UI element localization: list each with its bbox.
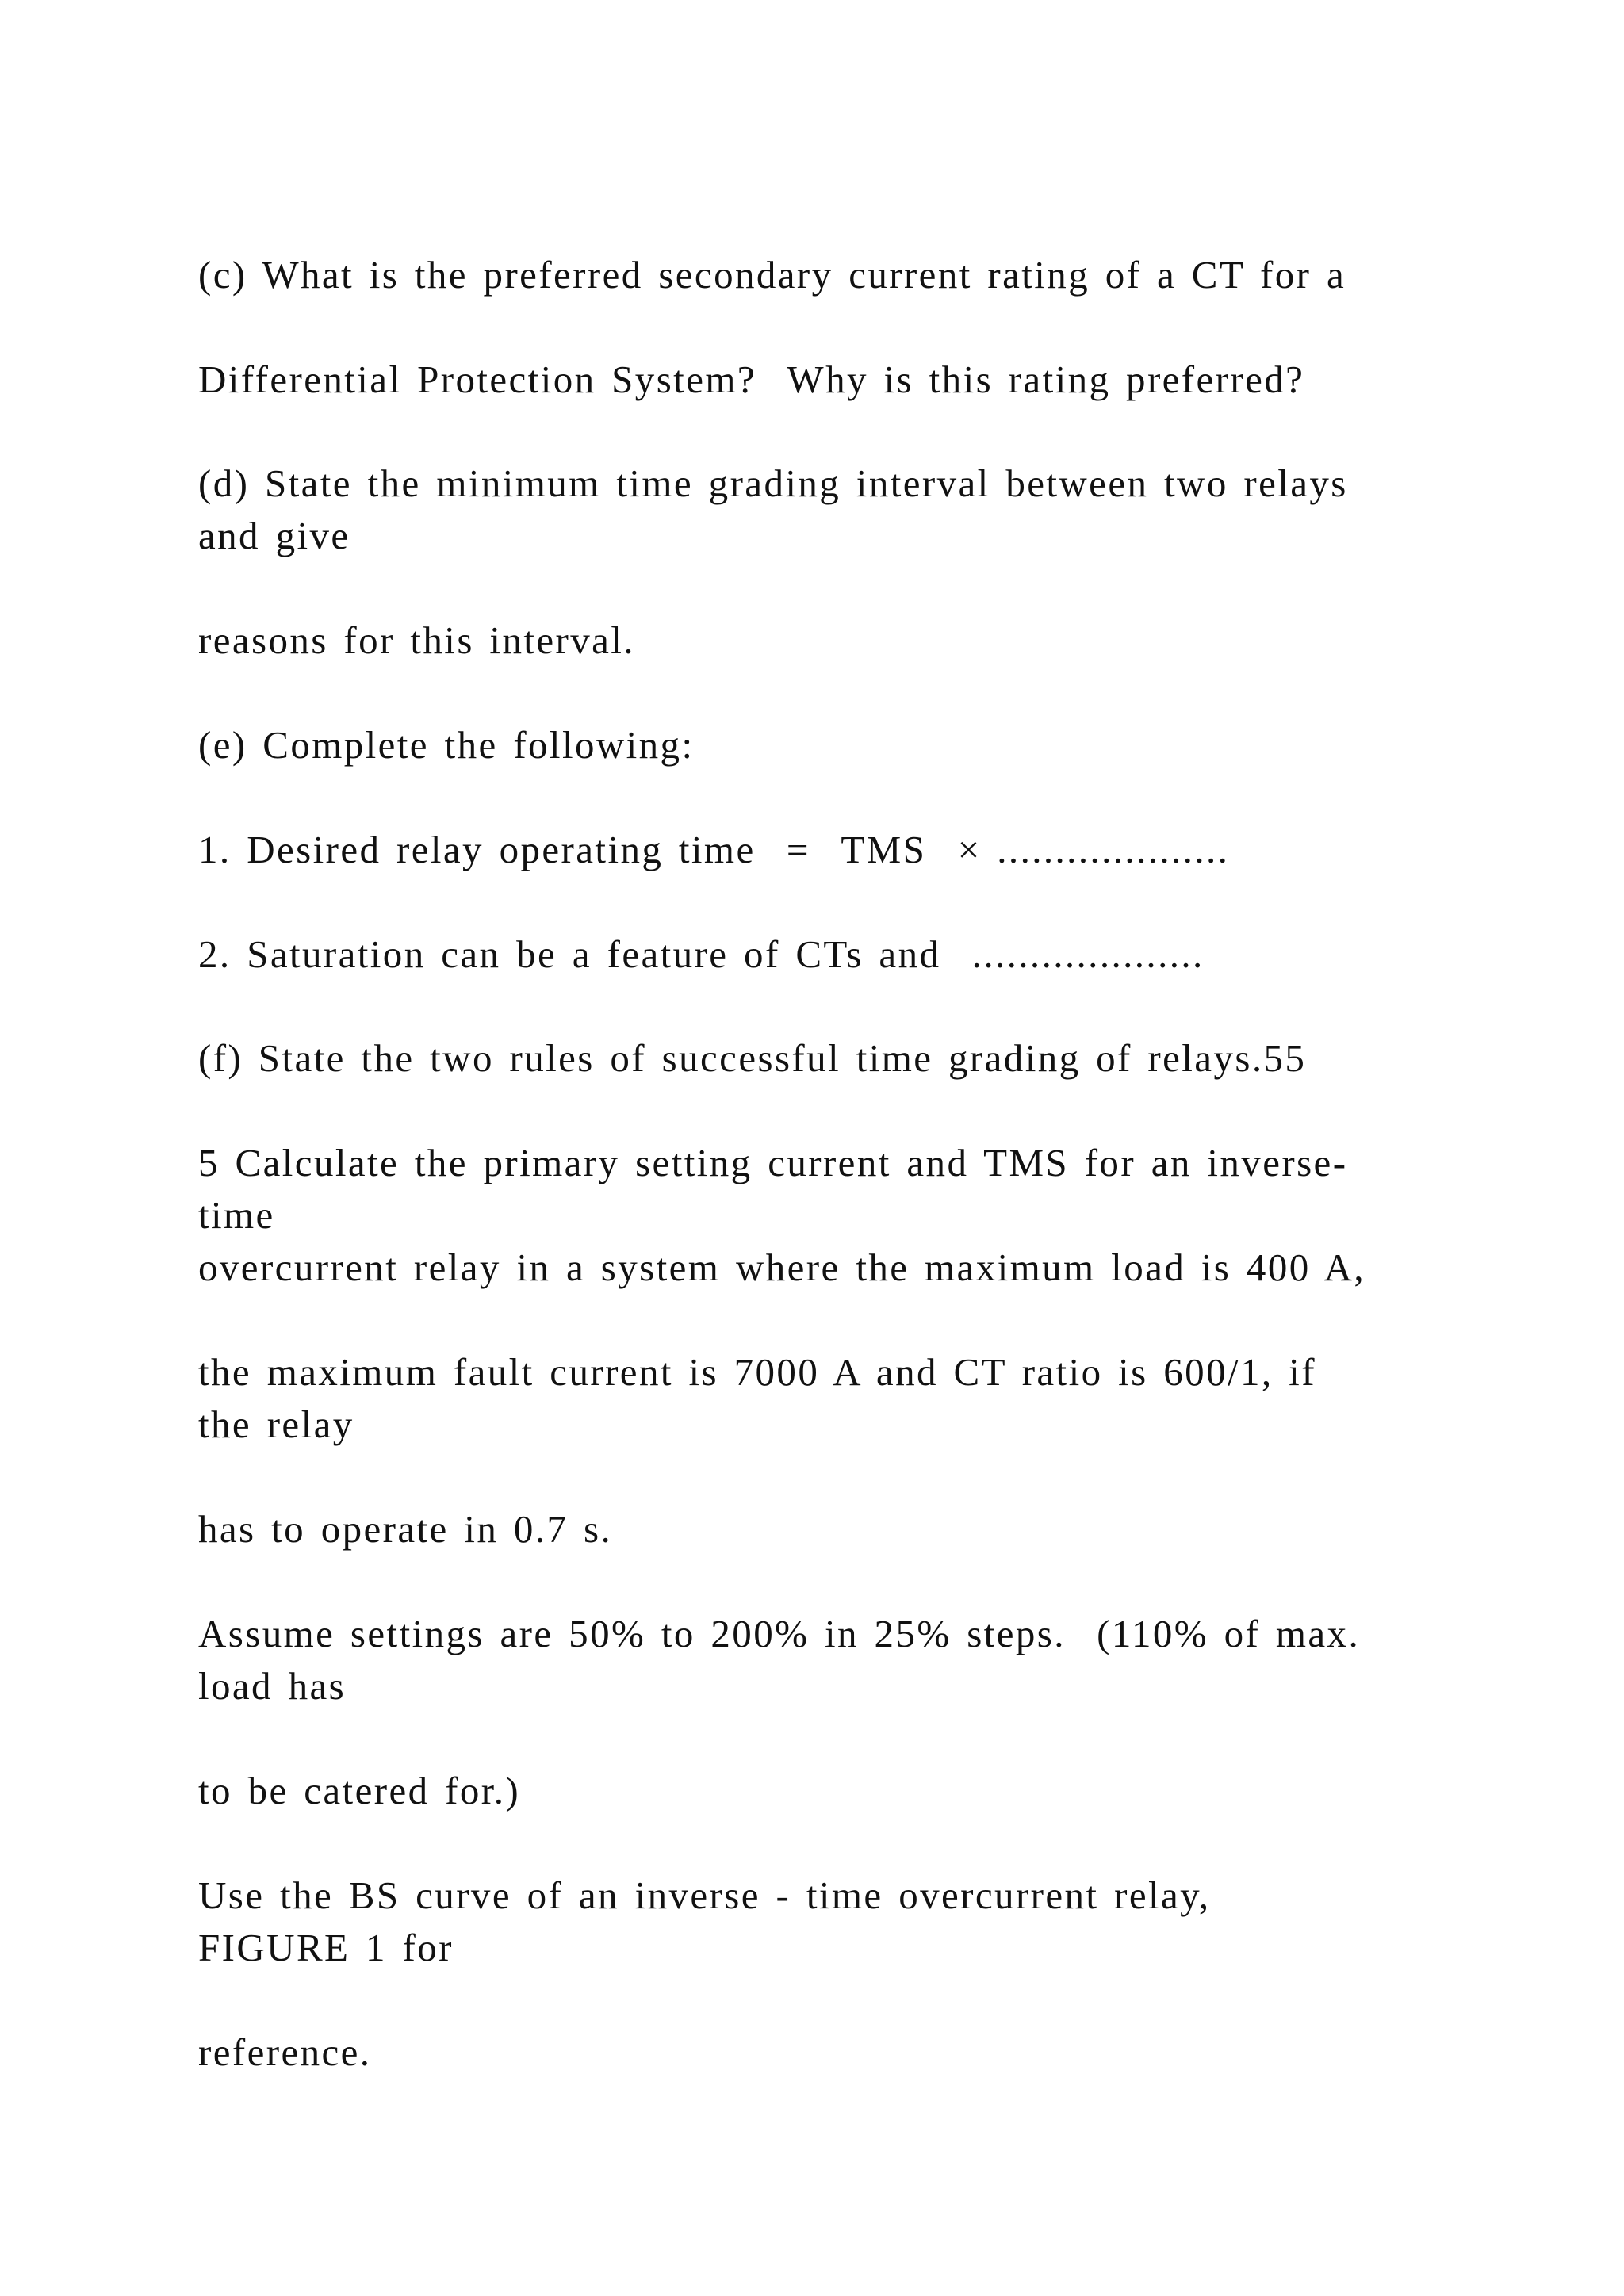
question-5-line-2: time: [198, 1193, 275, 1237]
question-e-item-2: 2. Saturation can be a feature of CTs and ....................: [198, 932, 1205, 976]
question-5-line-4: the maximum fault current is 7000 A and CT ratio is 600/1, if: [198, 1350, 1316, 1394]
question-c-line-1: (c) What is the preferred secondary current rating of a CT for a: [198, 253, 1346, 297]
question-c-line-2: Differential Protection System? Why is this rating preferred?: [198, 358, 1305, 401]
question-5-line-11: FIGURE 1 for: [198, 1926, 454, 1969]
question-5-line-10: Use the BS curve of an inverse - time overcurrent relay,: [198, 1873, 1211, 1917]
question-f-line: (f) State the two rules of successful time grading of relays.55: [198, 1036, 1307, 1080]
question-5-line-6: has to operate in 0.7 s.: [198, 1507, 613, 1551]
question-e-item-1: 1. Desired relay operating time = TMS × ....................: [198, 828, 1230, 871]
question-d-line-1: (d) State the minimum time grading interval between two relays: [198, 461, 1348, 505]
question-5-line-5: the relay: [198, 1402, 354, 1446]
question-5-line-3: overcurrent relay in a system where the maximum load is 400 A,: [198, 1246, 1366, 1289]
question-d-line-2: and give: [198, 514, 350, 557]
question-5-line-8: load has: [198, 1664, 347, 1708]
question-d-line-3: reasons for this interval.: [198, 618, 635, 662]
question-5-line-9: to be catered for.): [198, 1769, 521, 1812]
question-5-line-12: reference.: [198, 2030, 372, 2074]
question-5-line-1: 5 Calculate the primary setting current and TMS for an inverse-: [198, 1141, 1348, 1184]
question-e-heading: (e) Complete the following:: [198, 723, 695, 767]
question-5-line-7: Assume settings are 50% to 200% in 25% steps. (110% of max.: [198, 1612, 1361, 1655]
